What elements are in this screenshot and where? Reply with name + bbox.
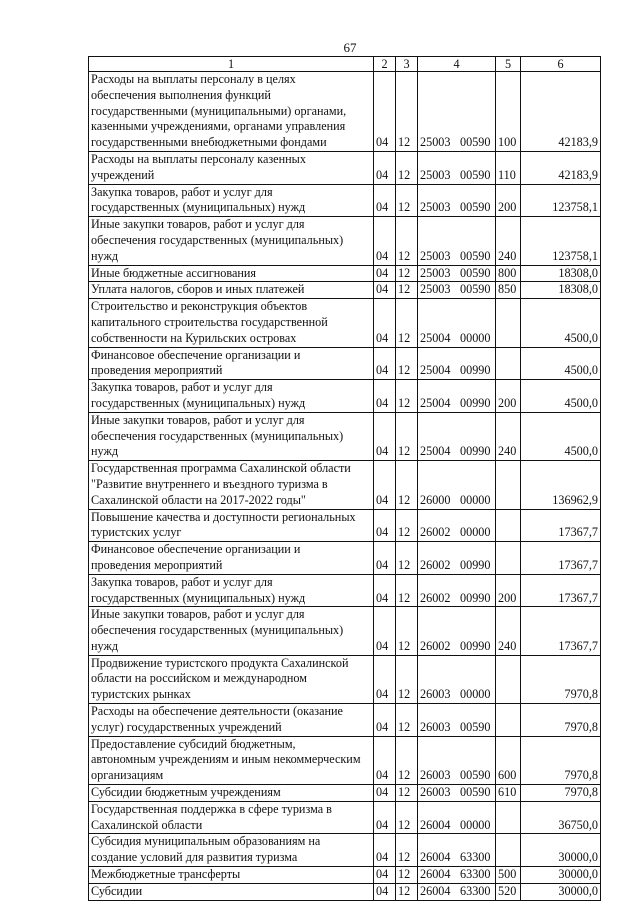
row-name-line: Расходы на выплаты персоналу в целях	[91, 72, 296, 86]
row-name-line: обеспечения выполнения функций	[91, 87, 271, 102]
target-article-direction: 00000	[460, 492, 491, 507]
target-article-direction: 00990	[460, 590, 491, 605]
target-article-program: 25004	[420, 363, 451, 378]
row-name-line: Расходы на обеспечение деятельности (оказание	[91, 704, 343, 719]
subsection-code: 12	[396, 655, 418, 703]
row-name-line: Иные закупки товаров, работ и услуг для	[91, 412, 305, 427]
target-article-direction: 00000	[460, 525, 491, 540]
row-name-line: Предоставление субсидий бюджетным,	[91, 736, 296, 751]
table-row	[89, 883, 601, 900]
target-article-cell	[418, 801, 496, 834]
amount: 18308,0	[521, 282, 601, 299]
target-article-cell	[418, 704, 496, 737]
expense-type-code	[496, 461, 521, 509]
row-name-cell	[89, 509, 374, 542]
expense-type-code: 600	[496, 736, 521, 784]
target-article-direction: 00590	[460, 265, 491, 280]
target-article-program: 26002	[420, 638, 451, 653]
target-article-cell	[418, 883, 496, 900]
row-name-line: нужд	[91, 638, 119, 653]
expense-type-code: 240	[496, 412, 521, 460]
target-article-program: 26004	[420, 850, 451, 865]
row-name-line: области на российском и международном	[91, 671, 307, 686]
amount: 17367,7	[521, 509, 601, 542]
page-number: 67	[343, 40, 357, 55]
target-article-direction: 00590	[460, 167, 491, 182]
row-name-line: государственными (муниципальными) органами,	[91, 103, 347, 118]
target-article-cell	[418, 834, 496, 867]
expense-type-code	[496, 801, 521, 834]
section-code: 04	[374, 834, 396, 867]
expense-type-code	[496, 704, 521, 737]
amount: 30000,0	[521, 834, 601, 867]
subsection-code: 12	[396, 883, 418, 900]
row-name-line: казенными учреждениями, органами управления	[91, 119, 346, 134]
row-name-cell	[89, 736, 374, 784]
target-article-program: 26002	[420, 525, 451, 540]
target-article-program: 25003	[420, 200, 451, 215]
target-article-direction: 00990	[460, 395, 491, 410]
section-code: 04	[374, 217, 396, 265]
target-article-cell	[418, 282, 496, 299]
row-name-cell	[89, 655, 374, 703]
amount: 4500,0	[521, 380, 601, 413]
target-article-program: 25004	[420, 444, 451, 459]
target-article-cell	[418, 607, 496, 655]
amount: 7970,8	[521, 655, 601, 703]
table-row	[89, 785, 601, 802]
section-code: 04	[374, 347, 396, 380]
row-name-line: Финансовое обеспечение организации и	[91, 347, 301, 362]
subsection-code: 12	[396, 574, 418, 607]
expense-type-code: 240	[496, 607, 521, 655]
row-name-line: государственных (муниципальных) нужд	[91, 590, 306, 605]
expense-type-code: 850	[496, 282, 521, 299]
section-code: 04	[374, 412, 396, 460]
expense-type-code	[496, 834, 521, 867]
target-article-program: 26003	[420, 785, 451, 800]
row-name-cell	[89, 265, 374, 282]
subsection-code: 12	[396, 785, 418, 802]
row-name-line: собственности на Курильских островах	[91, 330, 297, 345]
target-article-direction: 00990	[460, 444, 491, 459]
row-name-cell	[89, 704, 374, 737]
table-row	[89, 265, 601, 282]
table-row	[89, 151, 601, 184]
section-code: 04	[374, 736, 396, 784]
amount: 30000,0	[521, 883, 601, 900]
row-name-line: создание условий для развития туризма	[91, 850, 298, 865]
row-name-line: Закупка товаров, работ и услуг для	[91, 574, 273, 589]
target-article-direction: 00590	[460, 768, 491, 783]
row-name-line: Субсидии бюджетным учреждениям	[91, 785, 281, 800]
amount: 17367,7	[521, 607, 601, 655]
amount: 4500,0	[521, 412, 601, 460]
table-row	[89, 184, 601, 217]
target-article-cell	[418, 867, 496, 884]
row-name-line: Государственная программа Сахалинской области	[91, 461, 351, 476]
section-code: 04	[374, 265, 396, 282]
row-name-line: Уплата налогов, сборов и иных платежей	[91, 282, 305, 297]
row-name-line: нужд	[91, 444, 119, 459]
target-article-direction: 00990	[460, 557, 491, 572]
subsection-code: 12	[396, 151, 418, 184]
subsection-code: 12	[396, 509, 418, 542]
section-code: 04	[374, 461, 396, 509]
row-name-line: капитального строительства государственной	[91, 314, 328, 329]
row-name-line: Государственная поддержка в сфере туризма в	[91, 801, 332, 816]
target-article-program: 25003	[420, 282, 451, 297]
row-name-line: "Развитие внутреннего и въездного туризма в	[91, 476, 328, 491]
amount: 17367,7	[521, 542, 601, 575]
row-name-cell	[89, 347, 374, 380]
row-name-line: организациям	[91, 768, 164, 783]
expense-type-code: 800	[496, 265, 521, 282]
row-name-line: обеспечения государственных (муниципальных)	[91, 232, 344, 247]
table-row	[89, 217, 601, 265]
section-code: 04	[374, 883, 396, 900]
subsection-code: 12	[396, 347, 418, 380]
target-article-direction: 63300	[460, 850, 491, 865]
target-article-program: 26004	[420, 883, 451, 898]
row-name-line: учреждений	[91, 167, 155, 182]
subsection-code: 12	[396, 299, 418, 347]
table-row	[89, 655, 601, 703]
row-name-cell	[89, 542, 374, 575]
row-name-cell	[89, 217, 374, 265]
expense-type-code: 110	[496, 151, 521, 184]
expense-type-code: 240	[496, 217, 521, 265]
row-name-line: проведения мероприятий	[91, 363, 223, 378]
amount: 17367,7	[521, 574, 601, 607]
target-article-direction: 00990	[460, 638, 491, 653]
target-article-program: 25003	[420, 167, 451, 182]
row-name-cell	[89, 883, 374, 900]
expense-type-code: 520	[496, 883, 521, 900]
target-article-direction: 00590	[460, 719, 491, 734]
target-article-program: 26004	[420, 817, 451, 832]
expense-type-code	[496, 655, 521, 703]
row-name-cell	[89, 184, 374, 217]
target-article-cell	[418, 574, 496, 607]
target-article-direction: 00590	[460, 200, 491, 215]
table-row	[89, 380, 601, 413]
row-name-line: Иные бюджетные ассигнования	[91, 265, 257, 280]
row-name-line: обеспечения государственных (муниципальных)	[91, 623, 344, 638]
row-name-line: Субсидия муниципальным образованиям на	[91, 834, 321, 849]
row-name-line: Иные закупки товаров, работ и услуг для	[91, 607, 305, 622]
section-code: 04	[374, 282, 396, 299]
target-article-program: 25004	[420, 395, 451, 410]
amount: 4500,0	[521, 347, 601, 380]
row-name-line: нужд	[91, 248, 119, 263]
expense-type-code: 200	[496, 574, 521, 607]
expense-type-code	[496, 299, 521, 347]
section-code: 04	[374, 574, 396, 607]
target-article-cell	[418, 347, 496, 380]
expense-type-code: 610	[496, 785, 521, 802]
expense-type-code	[496, 542, 521, 575]
table-row	[89, 801, 601, 834]
target-article-cell	[418, 655, 496, 703]
row-name-line: автономным учреждениям и иным некоммерческим	[91, 752, 361, 767]
section-code: 04	[374, 299, 396, 347]
budget-table	[88, 56, 601, 901]
section-code: 04	[374, 704, 396, 737]
header-col-1: 1	[89, 57, 374, 72]
header-row	[89, 57, 601, 72]
row-name-line: Строительство и реконструкция объектов	[91, 299, 308, 314]
row-name-cell	[89, 834, 374, 867]
section-code: 04	[374, 380, 396, 413]
target-article-program: 25003	[420, 265, 451, 280]
row-name-line: Продвижение туристского продукта Сахалинской	[91, 655, 349, 670]
row-name-line: государственными внебюджетными фондами	[91, 135, 327, 150]
header-col-4: 4	[418, 57, 496, 72]
target-article-cell	[418, 461, 496, 509]
table-row	[89, 412, 601, 460]
section-code: 04	[374, 607, 396, 655]
amount: 18308,0	[521, 265, 601, 282]
subsection-code: 12	[396, 704, 418, 737]
target-article-cell	[418, 380, 496, 413]
row-name-line: услуг) государственных учреждений	[91, 719, 282, 734]
target-article-direction: 00000	[460, 687, 491, 702]
target-article-program: 26000	[420, 492, 451, 507]
target-article-program: 25003	[420, 135, 451, 150]
section-code: 04	[374, 509, 396, 542]
row-name-line: Иные закупки товаров, работ и услуг для	[91, 217, 305, 232]
row-name-cell	[89, 801, 374, 834]
section-code: 04	[374, 867, 396, 884]
amount: 7970,8	[521, 704, 601, 737]
target-article-cell	[418, 265, 496, 282]
amount: 123758,1	[521, 184, 601, 217]
target-article-cell	[418, 184, 496, 217]
row-name-line: Межбюджетные трансферты	[91, 867, 241, 882]
section-code: 04	[374, 151, 396, 184]
row-name-line: государственных (муниципальных) нужд	[91, 200, 306, 215]
subsection-code: 12	[396, 72, 418, 152]
expense-type-code	[496, 347, 521, 380]
target-article-program: 26004	[420, 867, 451, 882]
header-col-2: 2	[374, 57, 396, 72]
subsection-code: 12	[396, 607, 418, 655]
row-name-cell	[89, 867, 374, 884]
subsection-code: 12	[396, 282, 418, 299]
amount: 42183,9	[521, 151, 601, 184]
table-row	[89, 542, 601, 575]
row-name-line: Финансовое обеспечение организации и	[91, 542, 301, 557]
subsection-code: 12	[396, 867, 418, 884]
target-article-cell	[418, 412, 496, 460]
row-name-line: Сахалинской области на 2017-2022 годы"	[91, 492, 306, 507]
header-col-5: 5	[496, 57, 521, 72]
table-row	[89, 509, 601, 542]
row-name-line: обеспечения государственных (муниципальных)	[91, 428, 344, 443]
table-row	[89, 736, 601, 784]
target-article-direction: 00590	[460, 248, 491, 263]
row-name-line: туристских услуг	[91, 525, 182, 540]
target-article-cell	[418, 509, 496, 542]
table-row	[89, 299, 601, 347]
row-name-cell	[89, 151, 374, 184]
row-name-line: Повышение качества и доступности региональных	[91, 509, 356, 524]
table-row	[89, 607, 601, 655]
target-article-program: 26003	[420, 687, 451, 702]
target-article-program: 25004	[420, 330, 451, 345]
table-row	[89, 834, 601, 867]
row-name-line: Сахалинской области	[91, 817, 203, 832]
target-article-program: 26002	[420, 557, 451, 572]
subsection-code: 12	[396, 542, 418, 575]
target-article-program: 26003	[420, 719, 451, 734]
target-article-cell	[418, 72, 496, 152]
section-code: 04	[374, 542, 396, 575]
section-code: 04	[374, 655, 396, 703]
subsection-code: 12	[396, 461, 418, 509]
target-article-direction: 00000	[460, 817, 491, 832]
target-article-direction: 00590	[460, 135, 491, 150]
amount: 30000,0	[521, 867, 601, 884]
table-row	[89, 867, 601, 884]
subsection-code: 12	[396, 265, 418, 282]
row-name-line: государственных (муниципальных) нужд	[91, 395, 306, 410]
section-code: 04	[374, 72, 396, 152]
subsection-code: 12	[396, 217, 418, 265]
target-article-cell	[418, 736, 496, 784]
section-code: 04	[374, 184, 396, 217]
subsection-code: 12	[396, 736, 418, 784]
row-name-cell	[89, 299, 374, 347]
row-name-line: Закупка товаров, работ и услуг для	[91, 380, 273, 395]
target-article-direction: 00990	[460, 363, 491, 378]
expense-type-code: 200	[496, 184, 521, 217]
row-name-line: Закупка товаров, работ и услуг для	[91, 184, 273, 199]
row-name-line: Расходы на выплаты персоналу казенных	[91, 151, 306, 166]
target-article-cell	[418, 217, 496, 265]
header-col-3: 3	[396, 57, 418, 72]
row-name-cell	[89, 785, 374, 802]
amount: 7970,8	[521, 785, 601, 802]
target-article-program: 25003	[420, 248, 451, 263]
header-col-6: 6	[521, 57, 601, 72]
amount: 42183,9	[521, 72, 601, 152]
target-article-direction: 63300	[460, 883, 491, 898]
target-article-direction: 00590	[460, 785, 491, 800]
target-article-cell	[418, 785, 496, 802]
row-name-cell	[89, 72, 374, 152]
amount: 136962,9	[521, 461, 601, 509]
expense-type-code: 200	[496, 380, 521, 413]
target-article-cell	[418, 299, 496, 347]
target-article-direction: 00590	[460, 282, 491, 297]
table-row	[89, 72, 601, 152]
amount: 4500,0	[521, 299, 601, 347]
subsection-code: 12	[396, 834, 418, 867]
row-name-line: туристских рынках	[91, 687, 191, 702]
target-article-direction: 63300	[460, 867, 491, 882]
target-article-program: 26002	[420, 590, 451, 605]
row-name-line: Субсидии	[91, 883, 143, 898]
expense-type-code: 500	[496, 867, 521, 884]
amount: 7970,8	[521, 736, 601, 784]
subsection-code: 12	[396, 184, 418, 217]
amount: 123758,1	[521, 217, 601, 265]
row-name-cell	[89, 380, 374, 413]
table-row	[89, 347, 601, 380]
row-name-cell	[89, 282, 374, 299]
subsection-code: 12	[396, 412, 418, 460]
target-article-direction: 00000	[460, 330, 491, 345]
subsection-code: 12	[396, 801, 418, 834]
target-article-cell	[418, 151, 496, 184]
amount: 36750,0	[521, 801, 601, 834]
row-name-cell	[89, 574, 374, 607]
table-row	[89, 574, 601, 607]
row-name-line: проведения мероприятий	[91, 557, 223, 572]
expense-type-code: 100	[496, 72, 521, 152]
row-name-cell	[89, 607, 374, 655]
section-code: 04	[374, 801, 396, 834]
table-row	[89, 461, 601, 509]
expense-type-code	[496, 509, 521, 542]
section-code: 04	[374, 785, 396, 802]
target-article-program: 26003	[420, 768, 451, 783]
row-name-cell	[89, 412, 374, 460]
subsection-code: 12	[396, 380, 418, 413]
target-article-cell	[418, 542, 496, 575]
table-row	[89, 704, 601, 737]
row-name-cell	[89, 461, 374, 509]
table-row	[89, 282, 601, 299]
